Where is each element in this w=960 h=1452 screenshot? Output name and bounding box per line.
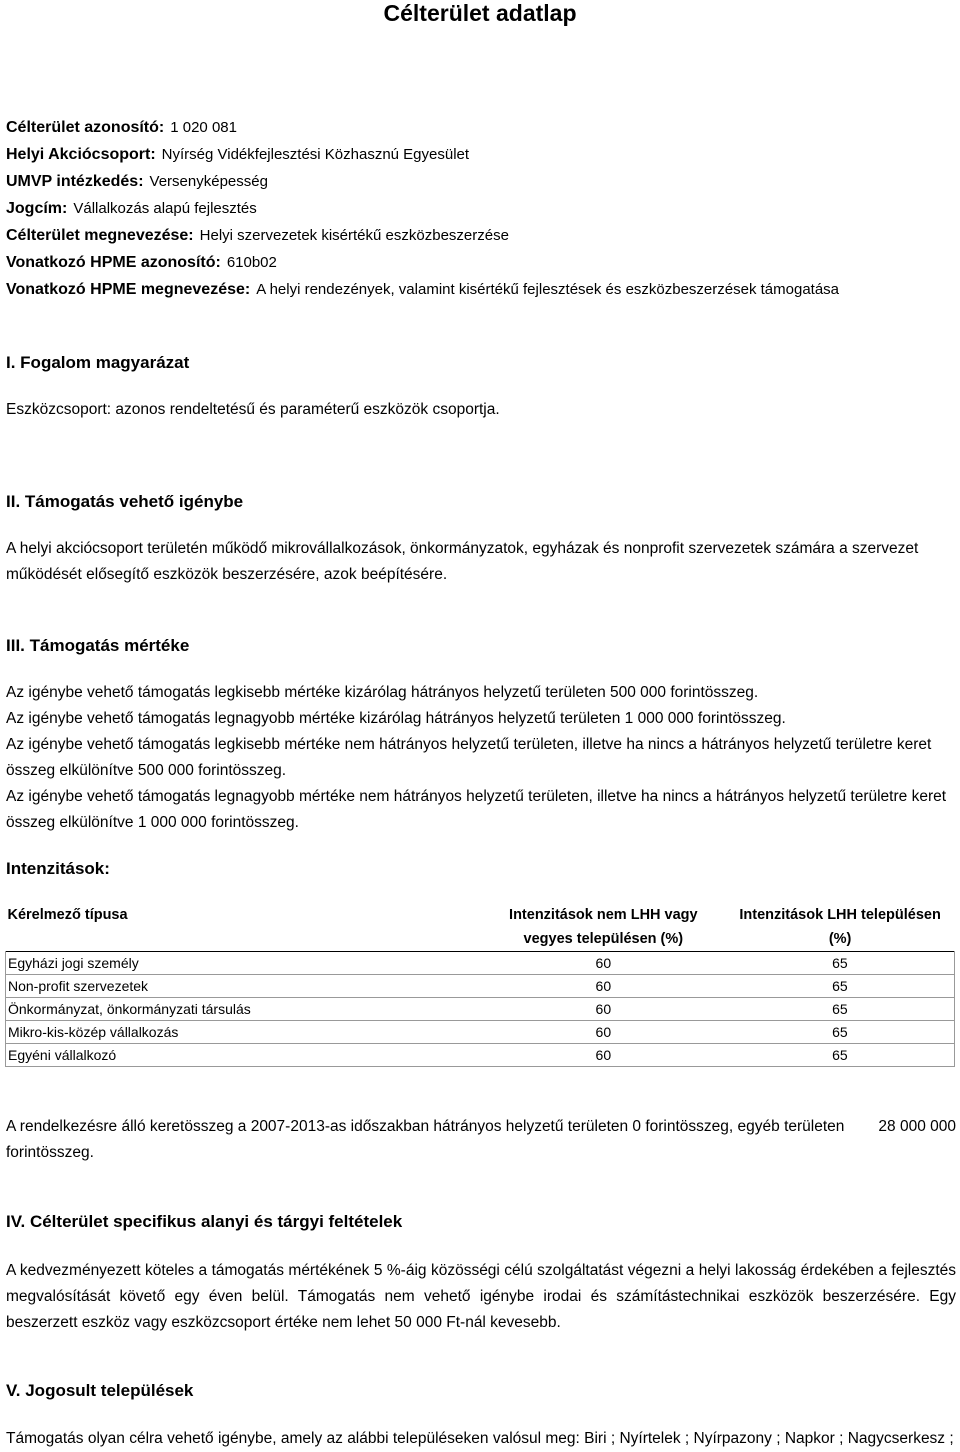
meta-value: 610b02 [226, 254, 277, 271]
non-lhh-cell: 60 [481, 1021, 726, 1044]
lhh-cell: 65 [726, 975, 955, 998]
applicant-type-cell: Egyházi jogi személy [6, 952, 481, 975]
budget-paragraph [6, 1114, 956, 1166]
budget-line [6, 1114, 956, 1140]
section-1-text: Eszközcsoport: azonos rendeltetésű és paraméterű eszközök csoportja. [6, 401, 500, 418]
meta-value: Nyírség Vidékfejlesztési Közhasznú Egyesület [161, 146, 470, 163]
meta-row-umvp-intezkedes [6, 172, 268, 192]
non-lhh-cell: 60 [481, 998, 726, 1021]
applicant-type-cell: Non-profit szervezetek [6, 975, 481, 998]
meta-row-hpme-azonosito [6, 253, 277, 273]
non-lhh-cell: 60 [481, 952, 726, 975]
section-3-paragraph-3: Az igénybe vehető támogatás legkisebb mértéke nem hátrányos helyzetű területen, illetve ha nincs a hátrányos helyzetű területre keret összeg elkülönítve 500 000 forintösszeg. [6, 736, 932, 779]
intensities-heading: Intenzitások: [6, 859, 110, 878]
section-3-line-1: Az igénybe vehető támogatás legkisebb mértéke kizárólag hátrányos helyzetű területen 500 000 forintösszeg. [6, 684, 759, 701]
meta-label: Helyi Akciócsoport: [6, 146, 156, 163]
meta-label: Jogcím: [6, 200, 68, 217]
table-row [6, 998, 955, 1021]
budget-amount: 28 000 000 [878, 1118, 956, 1135]
section-4-text: A kedvezményezett köteles a támogatás mértékének 5 %-áig közösségi célú szolgáltatást végezni a helyi lakosság érdekében a fejlesztés megvalósítását követő egy éven belül. Támogatás nem vehető igénybe irodai és számítástechnikai eszközök beszerzésére. Egy beszerzett eszköz vagy eszközcsoport értéke nem lehet 50 000 Ft-nál kevesebb. [6, 1262, 956, 1331]
meta-row-helyi-akciocsoport [6, 145, 469, 165]
table-row [6, 1021, 955, 1044]
budget-suffix: forintösszeg. [6, 1144, 94, 1161]
meta-value: Versenyképesség [149, 173, 268, 190]
applicant-type-cell: Egyéni vállalkozó [6, 1044, 481, 1067]
meta-value: Helyi szervezetek kisértékű eszközbeszerzése [199, 227, 509, 244]
lhh-cell: 65 [726, 1044, 955, 1067]
section-3-line-2: Az igénybe vehető támogatás legnagyobb mértéke kizárólag hátrányos helyzetű területen 1 000 000 forintösszeg. [6, 710, 786, 727]
section-5-heading: V. Jogosult települések [6, 1381, 194, 1400]
non-lhh-cell: 60 [481, 1044, 726, 1067]
meta-label: Célterület azonosító: [6, 119, 165, 136]
section-1-heading: I. Fogalom magyarázat [6, 353, 190, 372]
meta-label: UMVP intézkedés: [6, 173, 144, 190]
section-2-text: A helyi akciócsoport területén működő mikrovállalkozások, önkormányzatok, egyházak és nonprofit szervezetek számára a szervezet működését elősegítő eszközök beszerzésére, azok beépítésére. [6, 540, 919, 583]
applicant-type-cell: Önkormányzat, önkormányzati társulás [6, 998, 481, 1021]
section-5-text: Támogatás olyan célra vehető igénybe, amely az alábbi településeken valósul meg: Biri ; Nyírtelek ; Nyírpazony ; Napkor ; Nagycserkesz ; [6, 1430, 954, 1447]
section-4-heading: IV. Célterület specifikus alanyi és tárgyi feltételek [6, 1212, 403, 1231]
lhh-cell: 65 [726, 952, 955, 975]
section-3-paragraph-4: Az igénybe vehető támogatás legnagyobb mértéke nem hátrányos helyzetű területen, illetve ha nincs a hátrányos helyzetű területre keret összeg elkülönítve 1 000 000 forintösszeg. [6, 788, 947, 831]
meta-label: Vonatkozó HPME megnevezése: [6, 281, 251, 298]
column-header-non-lhh: Intenzitások nem LHH vagy vegyes településen (%) [509, 907, 698, 947]
table-row [6, 975, 955, 998]
applicant-type-cell: Mikro-kis-közép vállalkozás [6, 1021, 481, 1044]
table-row [6, 1044, 955, 1067]
table-header-row [6, 903, 955, 952]
column-header-lhh: Intenzitások LHH településen (%) [739, 907, 941, 947]
non-lhh-cell: 60 [481, 975, 726, 998]
meta-row-jogcim [6, 199, 257, 219]
section-2-heading: II. Támogatás vehető igénybe [6, 492, 244, 511]
page-title: Célterület adatlap [383, 0, 577, 26]
budget-text: A rendelkezésre álló keretösszeg a 2007-2013-as időszakban hátrányos helyzetű területen 0 forintösszeg, egyéb területen [6, 1118, 845, 1135]
meta-value: A helyi rendezények, valamint kisértékű fejlesztések és eszközbeszerzések támogatása [256, 281, 840, 298]
meta-label: Célterület megnevezése: [6, 227, 194, 244]
meta-row-hpme-megnevezese [6, 280, 839, 300]
section-3-heading: III. Támogatás mértéke [6, 636, 190, 655]
lhh-cell: 65 [726, 998, 955, 1021]
meta-value: 1 020 081 [170, 119, 237, 136]
intensities-table [5, 903, 955, 1067]
meta-row-celterulet-megnevezese [6, 226, 509, 246]
lhh-cell: 65 [726, 1021, 955, 1044]
table-row [6, 952, 955, 975]
column-header-applicant-type: Kérelmező típusa [7, 907, 128, 923]
meta-value: Vállalkozás alapú fejlesztés [73, 200, 257, 217]
meta-row-celterulet-azonosito [6, 118, 237, 138]
meta-label: Vonatkozó HPME azonosító: [6, 254, 221, 271]
